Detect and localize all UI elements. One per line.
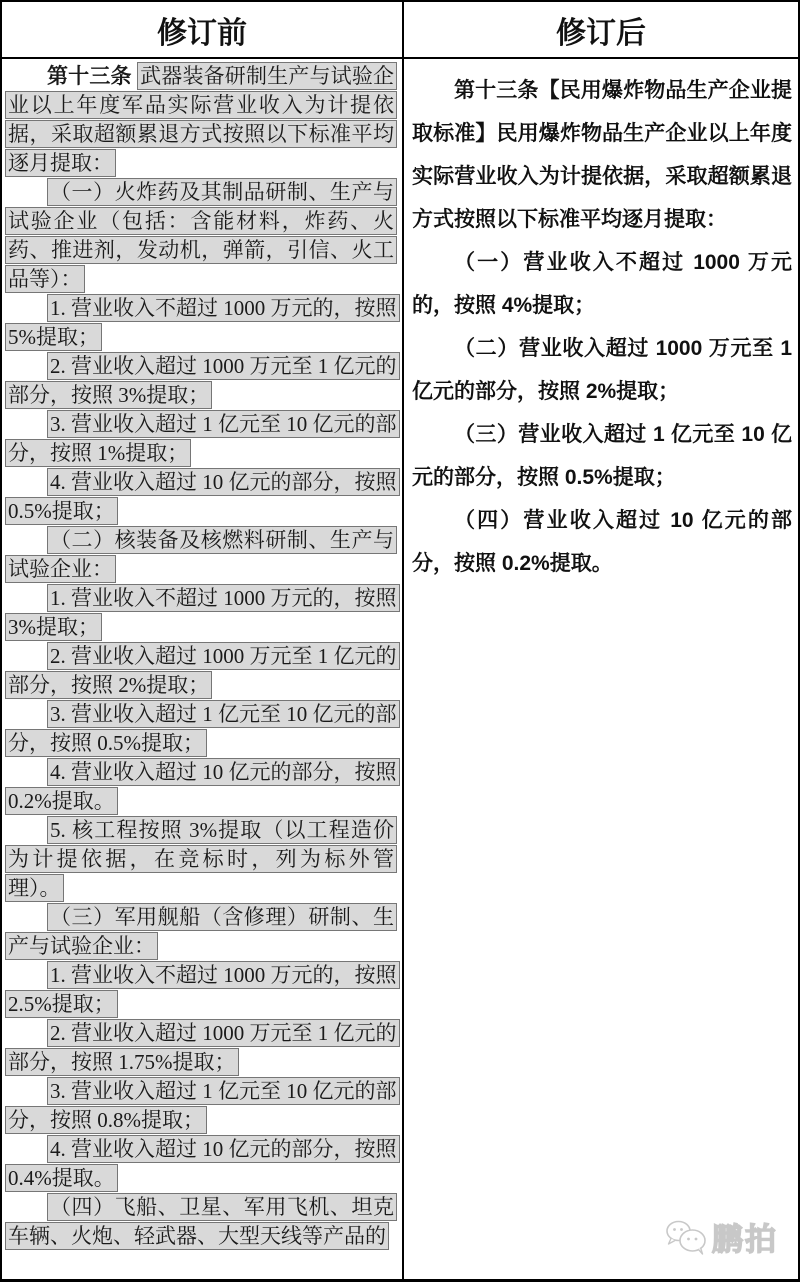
before-column xyxy=(2,59,404,1279)
deleted-paragraph xyxy=(5,294,397,352)
table-body-row xyxy=(2,59,798,1279)
table-header-row xyxy=(2,2,798,59)
deleted-text-run: 2. 营业收入超过 1000 万元至 1 亿元的部分，按照 2%提取； xyxy=(5,642,400,699)
deleted-text-run: 4. 营业收入超过 10 亿元的部分，按照 0.4%提取。 xyxy=(5,1135,400,1192)
deleted-paragraph xyxy=(5,903,397,961)
deleted-paragraph xyxy=(5,642,397,700)
deleted-paragraph xyxy=(5,1019,397,1077)
deleted-text-run: 武器装备研制生产与试验企业以上年度军品实际营业收入为计提依据，采取超额累退方式按照以下标准平均逐月提取： xyxy=(5,62,397,177)
deleted-text-run: 3. 营业收入超过 1 亿元至 10 亿元的部分，按照 0.5%提取； xyxy=(5,700,400,757)
wechat-bubbles-icon xyxy=(665,1219,707,1255)
deleted-paragraph xyxy=(5,410,397,468)
deleted-text-run: 3. 营业收入超过 1 亿元至 10 亿元的部分，按照 0.8%提取； xyxy=(5,1077,400,1134)
deleted-text-run: 1. 营业收入不超过 1000 万元的，按照 3%提取； xyxy=(5,584,400,641)
deleted-paragraph xyxy=(5,816,397,903)
revised-paragraph: 第十三条【民用爆炸物品生产企业提取标准】民用爆炸物品生产企业以上年度实际营业收入为计提依据，采取超额累退方式按照以下标准平均逐月提取： xyxy=(412,79,792,231)
after-column-header: 修订后 xyxy=(556,16,646,50)
deleted-text-run: （二）核装备及核燃料研制、生产与试验企业： xyxy=(5,526,397,583)
deleted-text-run: （四）飞船、卫星、军用飞机、坦克车辆、火炮、轻武器、大型天线等产品的 xyxy=(5,1193,397,1250)
deleted-paragraph xyxy=(5,1193,397,1251)
deleted-text-run: 3. 营业收入超过 1 亿元至 10 亿元的部分，按照 1%提取； xyxy=(5,410,400,467)
deleted-paragraph xyxy=(5,178,397,294)
watermark xyxy=(665,1214,778,1259)
deleted-paragraph xyxy=(5,526,397,584)
deleted-text-run: （三）军用舰船（含修理）研制、生产与试验企业： xyxy=(5,903,397,960)
deleted-text-run: 2. 营业收入超过 1000 万元至 1 亿元的部分，按照 3%提取； xyxy=(5,352,400,409)
deleted-text-run: 4. 营业收入超过 10 亿元的部分，按照 0.5%提取； xyxy=(5,468,400,525)
deleted-paragraph xyxy=(5,1077,397,1135)
after-column xyxy=(404,59,798,1279)
deleted-paragraph xyxy=(5,62,397,178)
deleted-text-run: 4. 营业收入超过 10 亿元的部分，按照 0.2%提取。 xyxy=(5,758,400,815)
revised-paragraph: （二）营业收入超过 1000 万元至 1 亿元的部分，按照 2%提取； xyxy=(412,337,792,403)
deleted-paragraph xyxy=(5,584,397,642)
deleted-text-run: 1. 营业收入不超过 1000 万元的，按照 5%提取； xyxy=(5,294,400,351)
before-column-header: 修订前 xyxy=(2,2,404,57)
revised-paragraph: （一）营业收入不超过 1000 万元的，按照 4%提取； xyxy=(412,251,792,317)
deleted-text-run: 1. 营业收入不超过 1000 万元的，按照 2.5%提取； xyxy=(5,961,400,1018)
revised-paragraph: （三）营业收入超过 1 亿元至 10 亿元的部分，按照 0.5%提取； xyxy=(412,423,792,489)
revised-paragraph: （四）营业收入超过 10 亿元的部分，按照 0.2%提取。 xyxy=(412,509,792,575)
deleted-paragraph xyxy=(5,1135,397,1193)
deleted-paragraph xyxy=(5,961,397,1019)
deleted-paragraph xyxy=(5,468,397,526)
watermark-label: 鹏拍 xyxy=(712,1222,778,1257)
deleted-text-run: 5. 核工程按照 3%提取（以工程造价为计提依据，在竞标时，列为标外管理）。 xyxy=(5,816,397,902)
deleted-paragraph xyxy=(5,758,397,816)
deleted-text-run: 2. 营业收入超过 1000 万元至 1 亿元的部分，按照 1.75%提取； xyxy=(5,1019,400,1076)
deleted-text-run: （一）火炸药及其制品研制、生产与试验企业（包括：含能材料，炸药、火药、推进剂，发动机，弹箭，引信、火工品等）： xyxy=(5,178,397,293)
deleted-paragraph xyxy=(5,352,397,410)
article-number: 第十三条 xyxy=(47,64,132,88)
deleted-paragraph xyxy=(5,700,397,758)
